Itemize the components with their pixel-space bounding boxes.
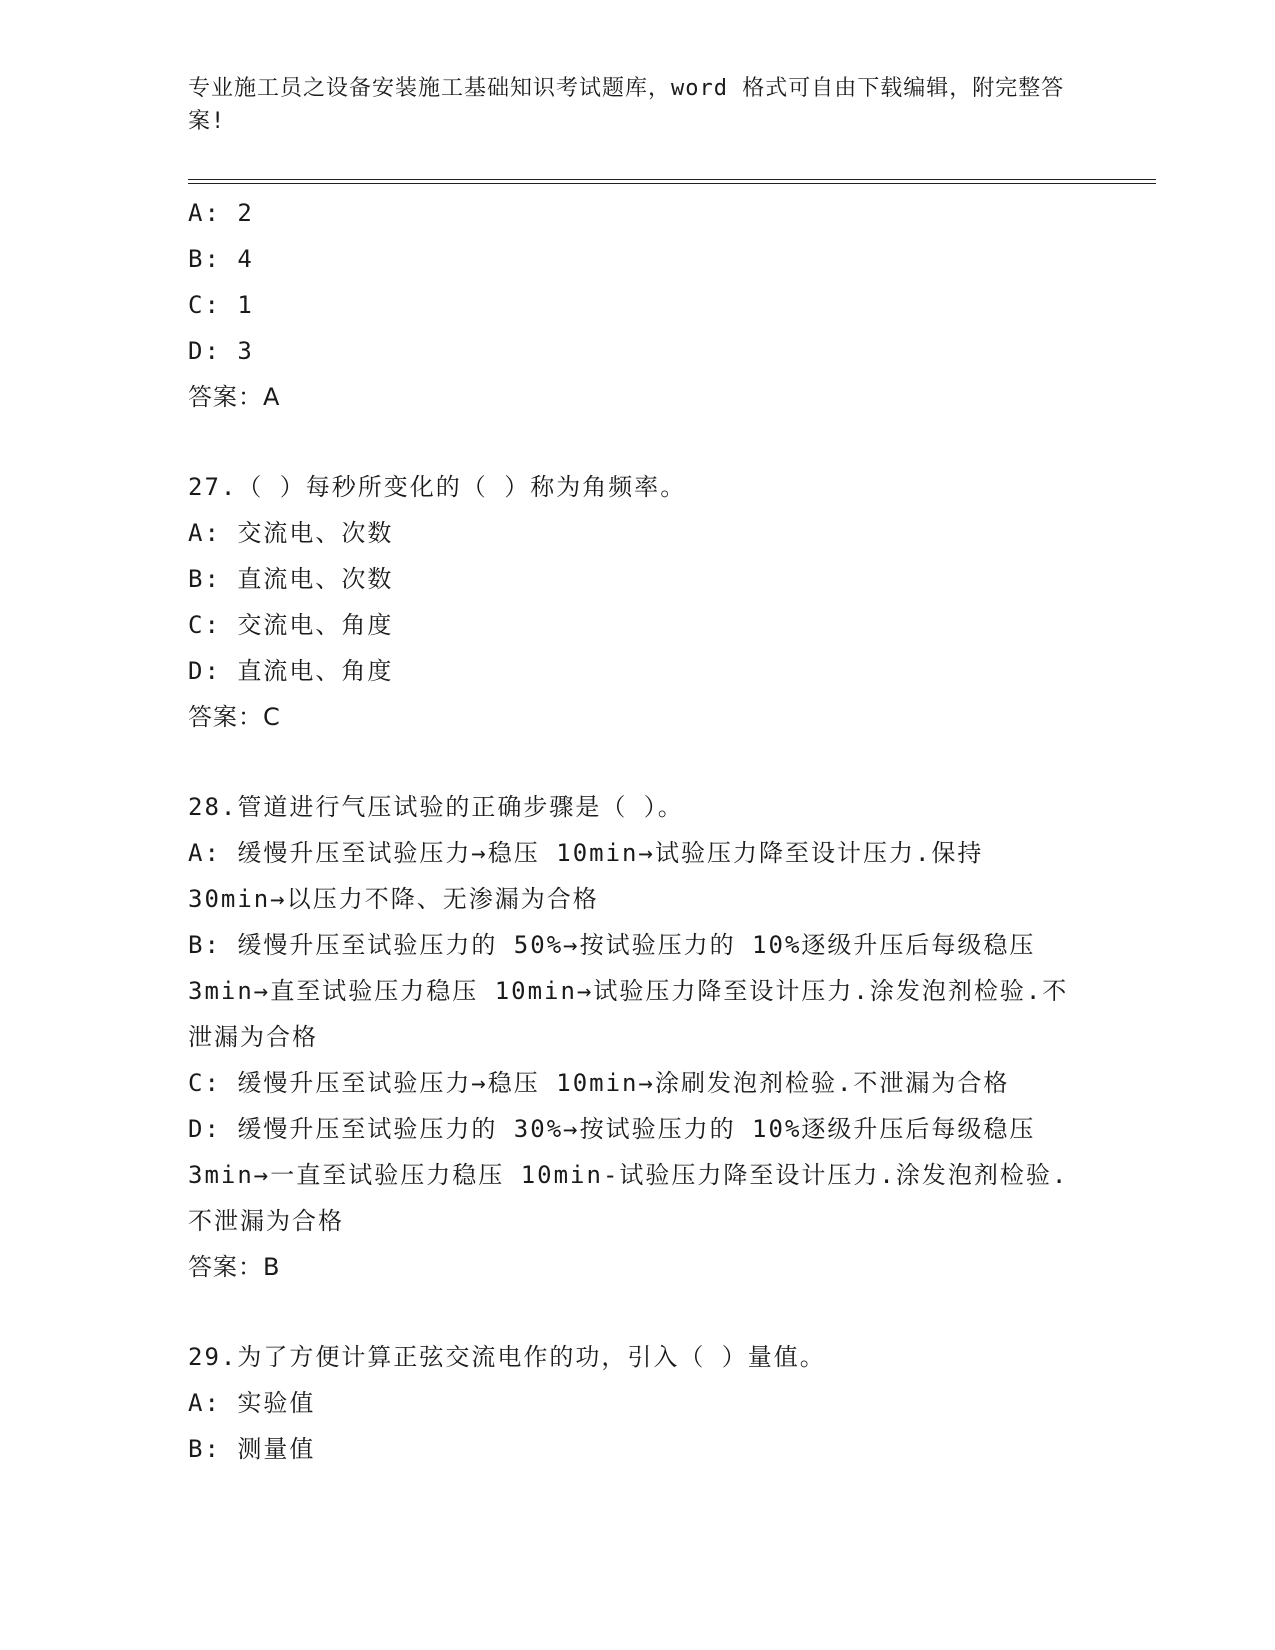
option-a: A: 实验值	[188, 1389, 316, 1417]
option-b: B: 直流电、次数	[188, 565, 394, 593]
header-divider-thin	[188, 179, 1156, 180]
question-block-26	[188, 190, 1088, 420]
header-divider-thick	[188, 183, 1156, 184]
spacer	[188, 1290, 1088, 1334]
question-block-29	[188, 1334, 1088, 1472]
option-a: A: 2	[188, 199, 254, 227]
option-c: C: 1	[188, 291, 254, 319]
answer: 答案：C	[188, 703, 281, 731]
option-b: B: 缓慢升压至试验压力的 50%→按试验压力的 10%逐级升压后每级稳压 3min→直至试验压力稳压 10min→试验压力降至设计压力.涂发泡剂检验.不泄漏为合格	[188, 931, 1069, 1051]
option-c: C: 交流电、角度	[188, 611, 394, 639]
answer: 答案：A	[188, 383, 281, 411]
spacer	[188, 420, 1088, 464]
question-list	[188, 190, 1088, 1472]
option-d: D: 直流电、角度	[188, 657, 394, 685]
option-a: A: 缓慢升压至试验压力→稳压 10min→试验压力降至设计压力.保持 30min→以压力不降、无渗漏为合格	[188, 839, 984, 913]
question-text: 27.（ ）每秒所变化的（ ）称为角频率。	[188, 473, 687, 501]
answer: 答案：B	[188, 1253, 281, 1281]
question-block-28	[188, 784, 1088, 1290]
option-b: B: 4	[188, 245, 254, 273]
question-text: 29.为了方便计算正弦交流电作的功，引入（ ）量值。	[188, 1343, 826, 1371]
spacer	[188, 740, 1088, 784]
question-block-27	[188, 464, 1088, 740]
question-text: 28.管道进行气压试验的正确步骤是（ ）。	[188, 793, 684, 821]
option-d: D: 缓慢升压至试验压力的 30%→按试验压力的 10%逐级升压后每级稳压 3min→一直至试验压力稳压 10min-试验压力降至设计压力.涂发泡剂检验.不泄漏为合格	[188, 1115, 1069, 1235]
option-a: A: 交流电、次数	[188, 519, 394, 547]
option-b: B: 测量值	[188, 1435, 316, 1463]
header-title: 专业施工员之设备安装施工基础知识考试题库，word 格式可自由下载编辑，附完整答案!	[188, 76, 1065, 134]
option-c: C: 缓慢升压至试验压力→稳压 10min→涂刷发泡剂检验.不泄漏为合格	[188, 1069, 1010, 1097]
option-d: D: 3	[188, 337, 254, 365]
document-header	[188, 72, 1088, 138]
